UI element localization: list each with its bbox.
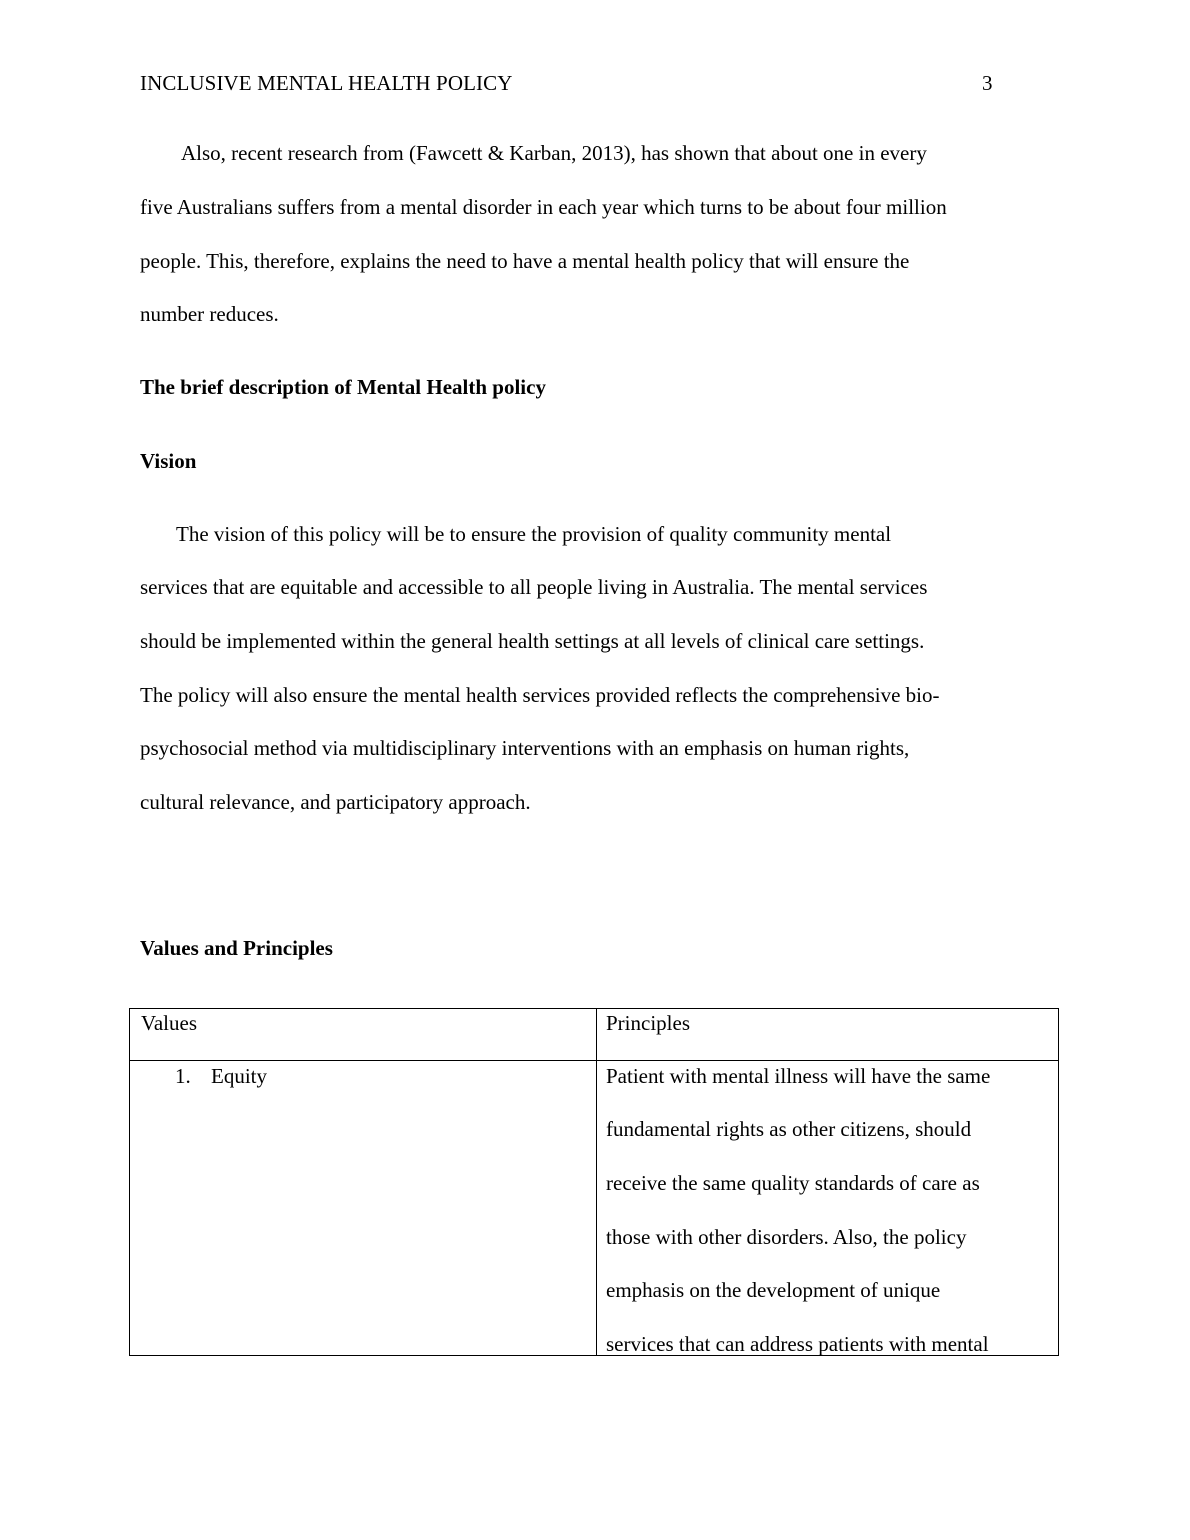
principle-line: those with other disorders. Also, the policy (606, 1225, 967, 1249)
value-item-label: Equity (211, 1064, 267, 1088)
principle-line: Patient with mental illness will have the same (606, 1064, 991, 1088)
vision-paragraph-line: psychosocial method via multidisciplinary interventions with an emphasis on human rights, (140, 736, 910, 760)
values-principles-table (129, 1008, 1059, 1356)
intro-paragraph-line: five Australians suffers from a mental disorder in each year which turns to be about four million (140, 195, 947, 219)
table-header-values: Values (141, 1011, 197, 1035)
vision-paragraph-line: cultural relevance, and participatory approach. (140, 790, 531, 814)
table-header-principles: Principles (606, 1011, 690, 1035)
principle-line: emphasis on the development of unique (606, 1278, 941, 1302)
running-header-title: INCLUSIVE MENTAL HEALTH POLICY (140, 71, 513, 95)
intro-paragraph-line: people. This, therefore, explains the need to have a mental health policy that will ensure the (140, 249, 910, 273)
vision-paragraph-line: The policy will also ensure the mental health services provided reflects the comprehensive bio- (140, 683, 940, 707)
table-row-divider (130, 1060, 1058, 1061)
vision-paragraph-line: The vision of this policy will be to ensure the provision of quality community mental (176, 522, 892, 546)
values-principles-heading: Values and Principles (140, 936, 333, 960)
principle-line: services that can address patients with mental (606, 1332, 989, 1356)
intro-paragraph-line: number reduces. (140, 302, 279, 326)
vision-paragraph-line: services that are equitable and accessible to all people living in Australia. The mental services (140, 575, 928, 599)
value-item-number: 1. (175, 1064, 191, 1088)
intro-paragraph-line: Also, recent research from (Fawcett & Karban, 2013), has shown that about one in every (181, 141, 927, 165)
page-number: 3 (982, 71, 993, 95)
principle-line: fundamental rights as other citizens, should (606, 1117, 972, 1141)
principle-line: receive the same quality standards of care as (606, 1171, 980, 1195)
vision-heading: Vision (140, 449, 197, 473)
section-heading: The brief description of Mental Health policy (140, 375, 546, 399)
vision-paragraph-line: should be implemented within the general health settings at all levels of clinical care settings. (140, 629, 925, 653)
